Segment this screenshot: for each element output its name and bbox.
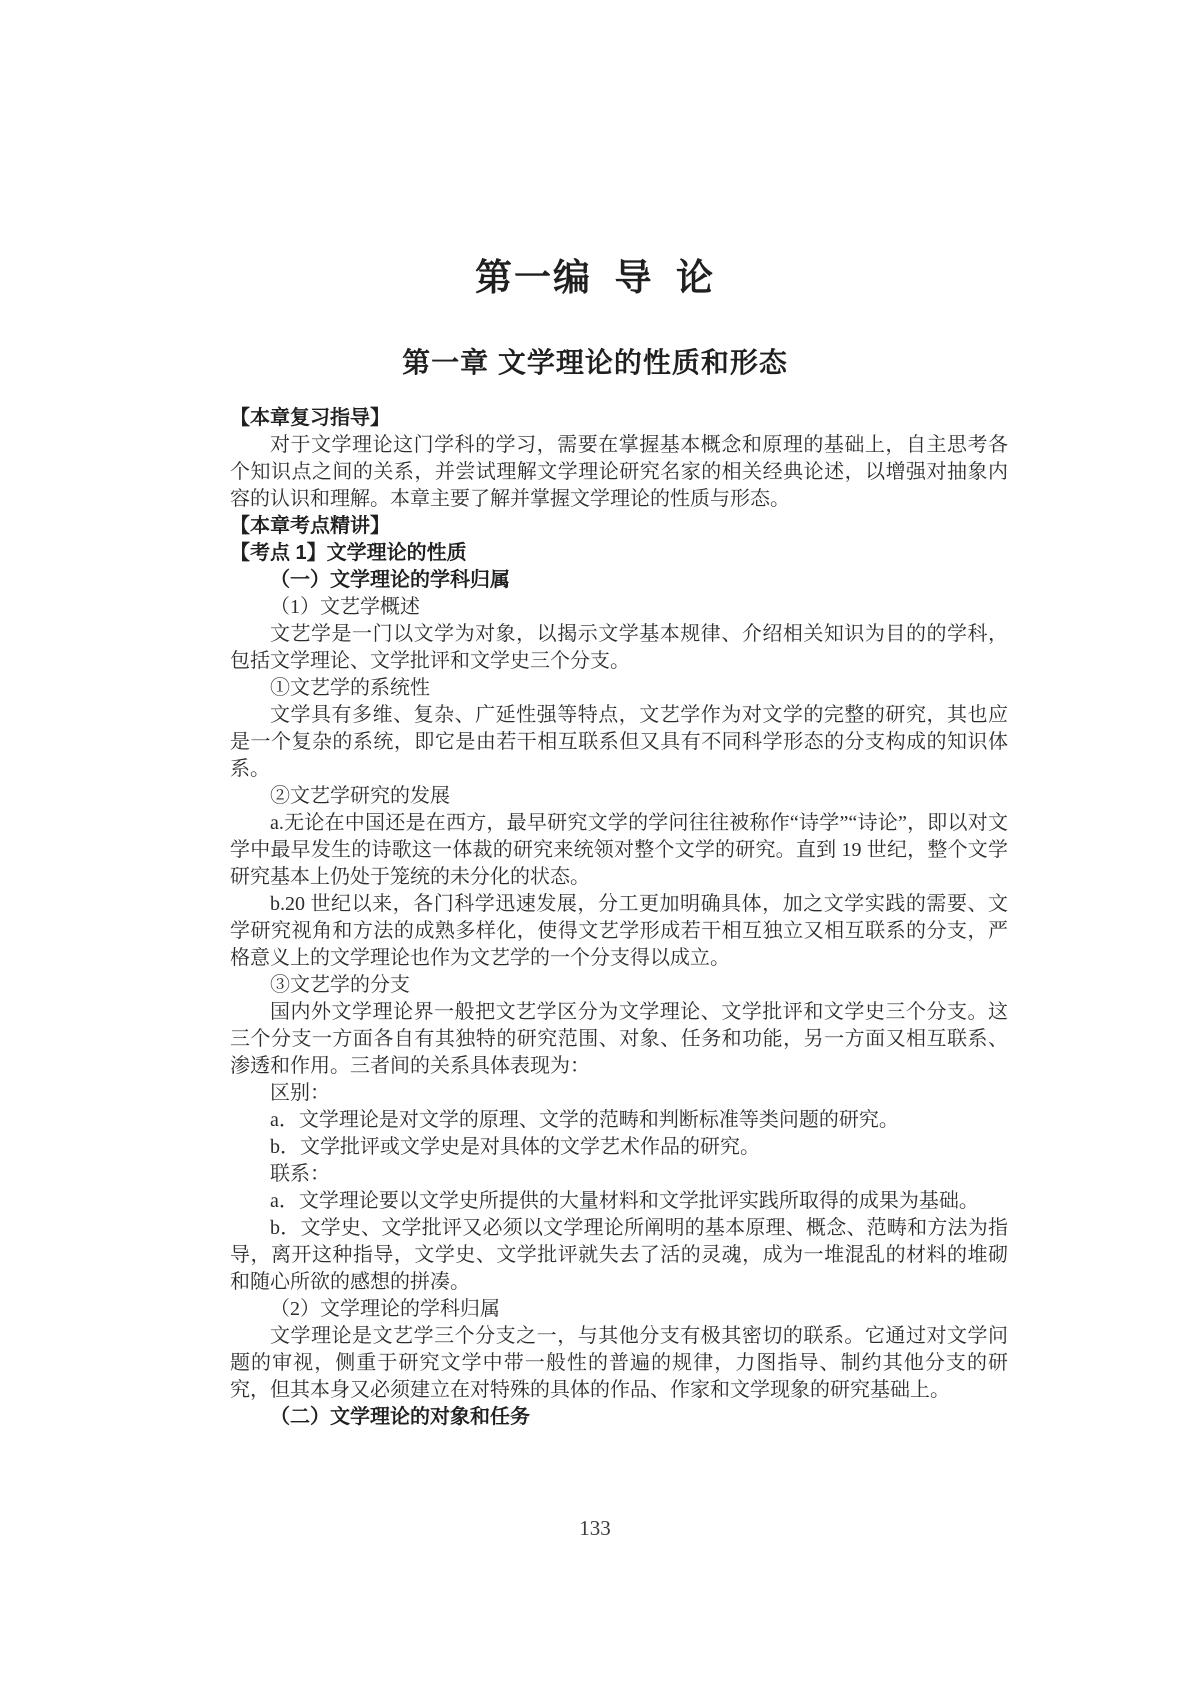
paragraph-review-guide: 对于文学理论这门学科的学习，需要在掌握基本概念和原理的基础上，自主思考各个知识点之间的关系，并尝试理解文学理论研究名家的相关经典论述，以增强对抽象内容的认识和理解。本章主要了解并掌握文学理论的性质与形态。	[230, 434, 1008, 510]
paragraph-development-a: a.无论在中国还是在西方，最早研究文学的学问往往被称作“诗学”“诗论”，即以对文学中最早发生的诗歌这一体裁的研究来统领对整个文学的研究。直到 19 世纪，整个文学研究基本上仍处于笼统的未分化的状态。	[230, 812, 1008, 888]
heading-key-point-1: 【考点 1】文学理论的性质	[230, 542, 467, 564]
part-title: 第一编 导 论	[475, 258, 715, 299]
body-text	[230, 405, 1008, 1431]
heading-key-points: 【本章考点精讲】	[230, 515, 390, 537]
paragraph-connection-b: b．文学史、文学批评又必须以文学理论所阐明的基本原理、概念、范畴和方法为指导，离开这种指导，文学史、文学批评就失去了活的灵魂，成为一堆混乱的材料的堆砌和随心所欲的感想的拼凑。	[230, 1217, 1008, 1293]
paragraph-difference-a: a．文学理论是对文学的原理、文学的范畴和判断标准等类问题的研究。	[270, 1109, 899, 1131]
item-branches: ③文艺学的分支	[270, 974, 410, 996]
item-systematicity: ①文艺学的系统性	[270, 677, 430, 699]
paragraph-difference-b: b．文学批评或文学史是对具体的文学艺术作品的研究。	[270, 1136, 760, 1158]
paragraph-discipline: 文学理论是文艺学三个分支之一，与其他分支有极其密切的联系。它通过对文学问题的审视，侧重于研究文学中带一般性的普遍的规律，力图指导、制约其他分支的研究，但其本身又必须建立在对特殊的具体的作品、作家和文学现象的研究基础上。	[230, 1325, 1008, 1401]
item-discipline-belonging: （2）文学理论的学科归属	[270, 1298, 500, 1320]
item-overview: （1）文艺学概述	[270, 596, 420, 618]
label-differences: 区别：	[270, 1082, 330, 1104]
subheading-object-task: （二）文学理论的对象和任务	[270, 1406, 530, 1428]
label-connections: 联系：	[270, 1163, 330, 1185]
chapter-title: 第一章 文学理论的性质和形态	[402, 347, 788, 378]
item-development: ②文艺学研究的发展	[270, 785, 450, 807]
paragraph-branches: 国内外文学理论界一般把文艺学区分为文学理论、文学批评和文学史三个分支。这三个分支一方面各自有其独特的研究范围、对象、任务和功能，另一方面又相互联系、渗透和作用。三者间的关系具体表现为：	[230, 1001, 1008, 1077]
paragraph-connection-a: a．文学理论要以文学史所提供的大量材料和文学批评实践所取得的成果为基础。	[270, 1190, 979, 1212]
page-number: 133	[579, 1516, 611, 1540]
heading-review-guide: 【本章复习指导】	[230, 407, 390, 429]
paragraph-overview: 文艺学是一门以文学为对象，以揭示文学基本规律、介绍相关知识为目的的学科，包括文学理论、文学批评和文学史三个分支。	[230, 623, 1008, 672]
paragraph-development-b: b.20 世纪以来，各门科学迅速发展，分工更加明确具体，加之文学实践的需要、文学研究视角和方法的成熟多样化，使得文艺学形成若干相互独立又相互联系的分支，严格意义上的文学理论也作为文艺学的一个分支得以成立。	[230, 893, 1008, 969]
paragraph-systematicity: 文学具有多维、复杂、广延性强等特点，文艺学作为对文学的完整的研究，其也应是一个复杂的系统，即它是由若干相互联系但又具有不同科学形态的分支构成的知识体系。	[230, 704, 1008, 780]
subheading-discipline: （一）文学理论的学科归属	[270, 569, 510, 591]
